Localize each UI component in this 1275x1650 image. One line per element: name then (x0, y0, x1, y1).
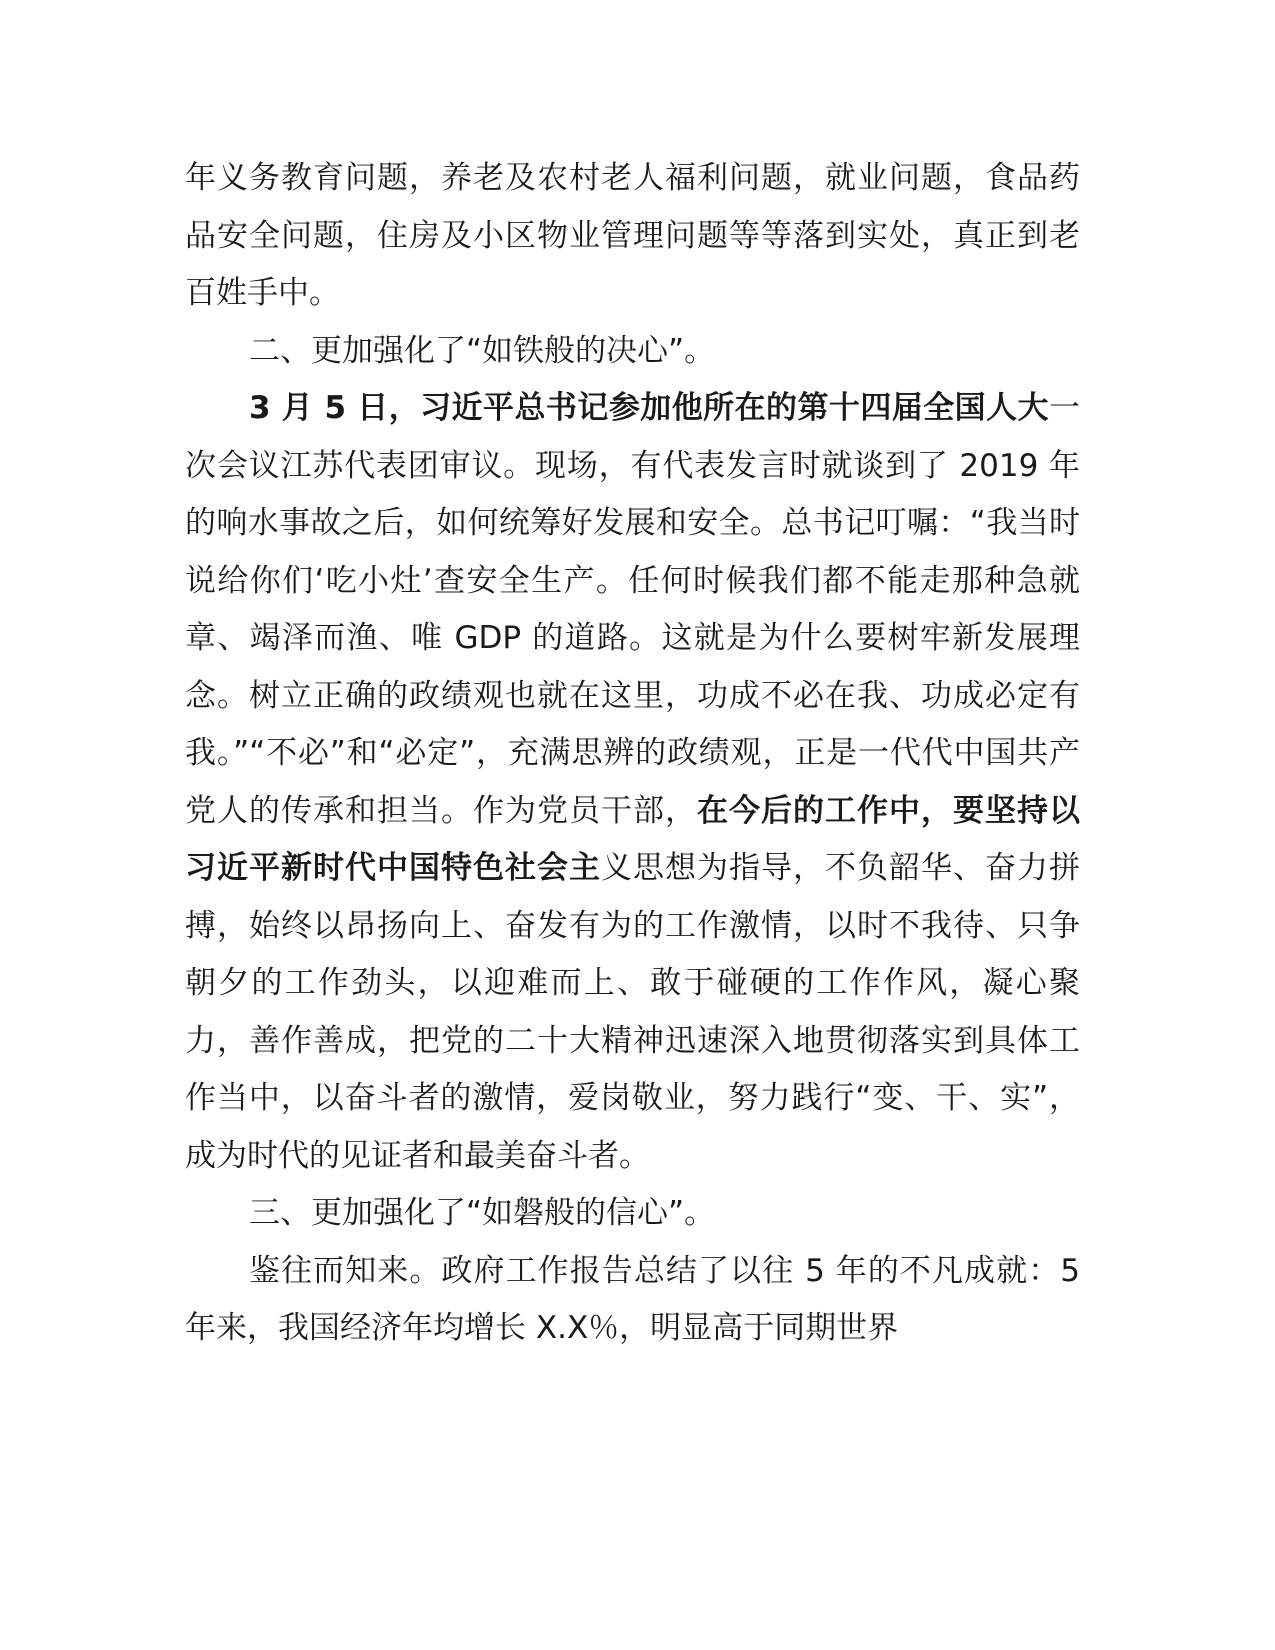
document-body (185, 150, 1080, 1358)
paragraph-achievements: 鉴往而知来。政府工作报告总结了以往 5 年的不凡成就：5 年来，我国经济年均增长 X.X％，明显高于同期世界 (185, 1252, 1080, 1346)
text-segment: 一次会议江苏代表团审议。现场，有代表发言时就谈到了 2019 年的响水事故之后，如何统筹好发展和安全。总书记叮嘱：“我当时说给你们‘吃小灶’查安全生产。任何时候我们都不能走那种急就章、竭泽而渔、唯 GDP 的道路。这就是为什么要树牢新发展理念。树立正确的政绩观也就在这里，功成不必在我、功成必定有我。”“不必”和“必定”，充满思辨的政绩观，正是一代代中国共产党人的传承和担当。作为党员干部， (185, 390, 1080, 829)
paragraph-continuation: 年义务教育问题，养老及农村老人福利问题，就业问题，食品药品安全问题，住房及小区物业管理问题等等落到实处，真正到老百姓手中。 (185, 160, 1080, 311)
bold-text-segment: 3 月 5 日，习近平总书记参加他所在的第十四届全国人大 (249, 390, 1049, 426)
section-heading-three: 三、更加强化了“如磐般的信心”。 (249, 1195, 716, 1231)
paragraph-march-fifth (185, 380, 1080, 1185)
text-segment: 义思想为指导，不负韶华、奋力拼搏，始终以昂扬向上、奋发有为的工作激情，以时不我待、只争朝夕的工作劲头，以迎难而上、敢于碰硬的工作作风，凝心聚力，善作善成，把党的二十大精神迅速深入地贯彻落实到具体工作当中，以奋斗者的激情，爱岗敬业，努力践行“变、干、实”，成为时代的见证者和最美奋斗者。 (185, 850, 1080, 1174)
bold-text-segment: 在今后的工作中，要坚持以习近平新时代中国特色社会主 (185, 792, 1080, 886)
section-heading-two: 二、更加强化了“如铁般的决心”。 (249, 332, 716, 369)
